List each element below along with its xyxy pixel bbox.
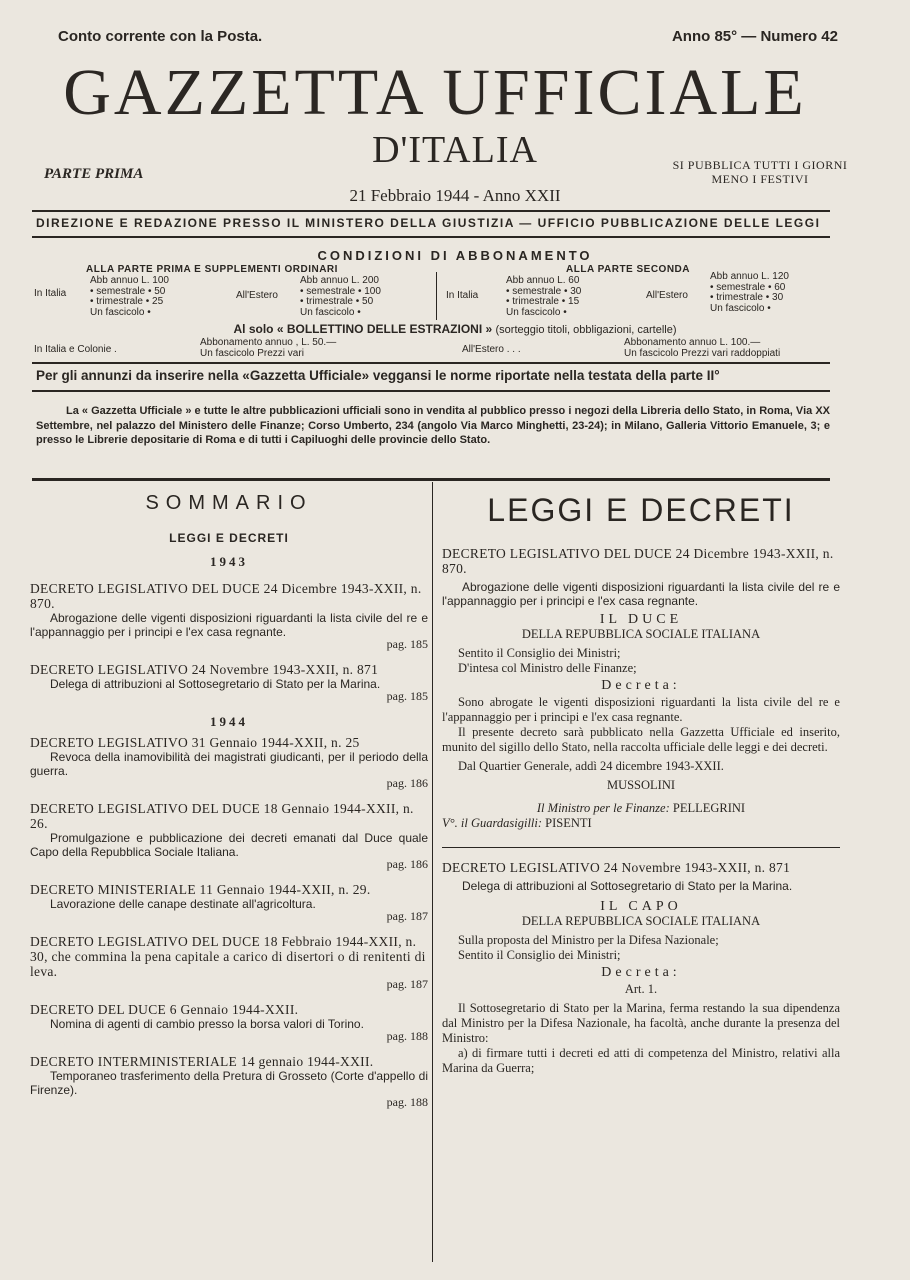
p2-italia-prices xyxy=(506,276,581,318)
decree-870-minister xyxy=(442,801,840,816)
decree-870-signature: MUSSOLINI xyxy=(606,778,676,792)
decree-separator xyxy=(442,847,840,848)
entry-title: DECRETO LEGISLATIVO DEL DUCE 18 Febbraio 1944-XXII, n. 30, che commina la pena capitale a carico di disertori o di renitenti di leva. xyxy=(30,934,426,979)
sommario-entry[interactable] xyxy=(30,662,428,704)
annunzi-notice: Per gli annunzi da inserire nella «Gazzetta Ufficiale» veggansi le norme riportate nella testata della parte II° xyxy=(36,368,720,383)
minister-name: PELLEGRINI xyxy=(672,801,746,815)
leggi-column xyxy=(442,492,840,1076)
minister-label: Il Ministro per le Finanze: xyxy=(536,801,670,815)
price-line: Abb annuo L. 100 xyxy=(90,275,169,286)
price-line: Un fascicolo • xyxy=(710,302,771,314)
redazione-line: DIREZIONE E REDAZIONE PRESSO IL MINISTERO DELLA GIUSTIZIA — UFFICIO PUBBLICAZIONE DELLE LEGGI xyxy=(36,216,821,230)
price-line: • trimestrale • 50 xyxy=(300,296,374,307)
price-line: • trimestrale • 30 xyxy=(710,292,784,303)
bollettino-estero-prices xyxy=(624,338,780,359)
decree-871-p4: a) di firmare tutti i decreti ed atti di competenza del Ministro, relativi alla Marina da Guerra; xyxy=(442,1046,840,1075)
price-line: Un fascicolo • xyxy=(300,306,361,318)
sommario-entry[interactable] xyxy=(30,735,428,791)
entry-desc: Promulgazione e pubblicazione dei decreti emanati dal Duce quale Capo della Repubblica Sociale Italiana. xyxy=(30,831,428,859)
bollettino-note: (sorteggio titoli, obbligazioni, cartelle) xyxy=(495,324,677,336)
parte-prima-heading: ALLA PARTE PRIMA E SUPPLEMENTI ORDINARI xyxy=(86,264,338,275)
rule-redazione xyxy=(32,236,830,238)
entry-desc: Revoca della inamovibilità dei magistrati giudicanti, per il periodo della guerra. xyxy=(30,750,428,778)
price-line: Un fascicolo • xyxy=(506,306,567,318)
masthead-title: GAZZETTA UFFICIALE xyxy=(63,56,807,129)
price-line: • trimestrale • 25 xyxy=(90,296,164,307)
issue-date: 21 Febbraio 1944 - Anno XXII xyxy=(349,186,561,205)
p2-estero-label: All'Estero xyxy=(646,290,688,301)
rule-annunzi-top xyxy=(32,362,830,364)
decree-871-title: DECRETO LEGISLATIVO 24 Novembre 1943-XXII, n. 871 xyxy=(442,860,791,875)
price-line: • trimestrale • 15 xyxy=(506,296,580,307)
parte-prima: PARTE PRIMA xyxy=(44,166,144,182)
decree-870-guardasigilli xyxy=(442,816,840,831)
decree-870-p4: Il presente decreto sarà pubblicato nella Gazzetta Ufficiale ed inserito, munito del sigillo dello Stato, nella raccolta ufficiale delle leggi e dei decreti. xyxy=(442,725,840,754)
price-line: Abbonamento annuo L. 100.— xyxy=(624,337,761,348)
sommario-entry[interactable] xyxy=(30,581,428,652)
decree-871-article: Art. 1. xyxy=(624,982,658,996)
sommario-entry[interactable] xyxy=(30,1054,428,1110)
rule-top xyxy=(32,210,830,212)
entry-desc: Lavorazione delle canape destinate all'agricoltura. xyxy=(50,897,316,911)
abbonamento-divider xyxy=(436,272,437,320)
decree-871-desc: Delega di attribuzioni al Sottosegretario di Stato per la Marina. xyxy=(462,879,793,893)
entry-title: DECRETO DEL DUCE 6 Gennaio 1944-XXII. xyxy=(30,1002,299,1017)
p2-italia-label: In Italia xyxy=(446,290,479,301)
entry-title: DECRETO INTERMINISTERIALE 14 gennaio 1944-XXII. xyxy=(30,1054,374,1069)
p1-estero-label: All'Estero xyxy=(236,290,278,301)
entry-title: DECRETO MINISTERIALE 11 Gennaio 1944-XXII, n. 29. xyxy=(30,882,371,897)
entry-desc: Nomina di agenti di cambio presso la borsa valori di Torino. xyxy=(50,1017,364,1031)
anno-numero: Anno 85° — Numero 42 xyxy=(671,28,838,45)
bollettino-italia-label: In Italia e Colonie . xyxy=(34,344,117,355)
decree-871-decreta: Decreta: xyxy=(601,965,681,980)
price-line: • semestrale • 60 xyxy=(710,281,786,293)
entry-page: pag. 185 xyxy=(386,637,428,651)
sommario-section: LEGGI E DECRETI xyxy=(169,531,289,545)
entry-page: pag. 187 xyxy=(386,977,428,991)
decree-871-p3: Il Sottosegretario di Stato per la Marina, ferma restando la sua dipendenza dal Ministro per la Difesa Nazionale, ha facoltà, anche durante la presenza del Ministro: xyxy=(442,1001,840,1045)
entry-title: DECRETO LEGISLATIVO DEL DUCE 24 Dicembre 1943-XXII, n. 870. xyxy=(30,581,422,611)
decree-871-authority: IL CAPO xyxy=(600,899,682,914)
entry-title: DECRETO LEGISLATIVO DEL DUCE 18 Gennaio 1944-XXII, n. 26. xyxy=(30,801,414,831)
entry-desc: Delega di attribuzioni al Sottosegretario di Stato per la Marina. xyxy=(50,677,381,691)
rule-annunzi-bottom xyxy=(32,390,830,392)
vendita-notice: La « Gazzetta Ufficiale » e tutte le altre pubblicazioni ufficiali sono in vendita al pubblico presso i negozi della Libreria dello Stato, in Roma, Via XX Settembre, nel palazzo del Ministero delle Finanze; Corso Umberto, 234 (angolo Via Marco Minghetti, 23-24); in Milano, Galleria Vittorio Emanuele, 3; e presso le Librerie depositarie di Roma e di tutti i Capiluoghi delle provincie dello Stato. xyxy=(36,405,830,446)
entry-page: pag. 188 xyxy=(386,1095,428,1109)
price-line: Abbonamento annuo , L. 50.— xyxy=(200,337,337,348)
price-line: • semestrale • 50 xyxy=(90,285,166,297)
bollettino-estero-label: All'Estero . . . xyxy=(462,344,521,355)
decree-871-p2: Sentito il Consiglio dei Ministri; xyxy=(458,948,621,962)
decree-870-p2: D'intesa col Ministro delle Finanze; xyxy=(458,661,637,675)
sommario-heading: SOMMARIO xyxy=(145,492,313,514)
price-line: Abb annuo L. 120 xyxy=(710,271,789,282)
sommario-entry[interactable] xyxy=(30,882,428,924)
guardasigilli-label: V°. il Guardasigilli: xyxy=(442,816,543,830)
entry-desc: Abrogazione delle vigenti disposizioni riguardanti la lista civile del re e l'appannaggio per i principi e l'ex casa regnante. xyxy=(30,611,428,639)
sommario-entry[interactable] xyxy=(30,934,428,992)
p2-estero-prices xyxy=(710,272,789,314)
entry-page: pag. 186 xyxy=(386,776,428,790)
abbonamento-title: CONDIZIONI DI ABBONAMENTO xyxy=(317,248,593,263)
decree-870-desc: Abrogazione delle vigenti disposizioni riguardanti la lista civile del re e l'appannaggio per i principi e l'ex casa regnante. xyxy=(442,580,840,608)
price-line: Un fascicolo • xyxy=(90,306,151,318)
conto-corrente: Conto corrente con la Posta. xyxy=(58,28,263,45)
pubdays-line-1: SI PUBBLICA TUTTI I GIORNI xyxy=(672,158,848,172)
decree-871-p1: Sulla proposta del Ministro per la Difesa Nazionale; xyxy=(458,933,719,947)
decree-870-decreta: Decreta: xyxy=(601,678,681,693)
decree-870-title: DECRETO LEGISLATIVO DEL DUCE 24 Dicembre 1943-XXII, n. 870. xyxy=(442,546,834,576)
p1-estero-prices xyxy=(300,276,381,318)
publication-days xyxy=(650,158,870,186)
decree-870-p3: Sono abrogate le vigenti disposizioni riguardanti la lista civile del re e l'appannaggio per i principi e l'ex casa regnante. xyxy=(442,695,840,724)
price-line: Abb annuo L. 60 xyxy=(506,275,580,286)
entry-page: pag. 187 xyxy=(386,909,428,923)
entry-page: pag. 188 xyxy=(386,1029,428,1043)
entry-desc: Temporaneo trasferimento della Pretura di Grosseto (Corte d'appello di Firenze). xyxy=(30,1069,428,1097)
entry-title: DECRETO LEGISLATIVO 24 Novembre 1943-XXII, n. 871 xyxy=(30,662,379,677)
entry-title: DECRETO LEGISLATIVO 31 Gennaio 1944-XXII, n. 25 xyxy=(30,735,360,750)
price-line: • semestrale • 100 xyxy=(300,285,381,297)
decree-870-authority: IL DUCE xyxy=(599,612,683,627)
sommario-entry[interactable] xyxy=(30,1002,428,1044)
pubdays-line-2: MENO I FESTIVI xyxy=(711,172,809,186)
p1-italia-label: In Italia xyxy=(34,288,67,299)
price-line: Un fascicolo Prezzi vari xyxy=(200,347,304,359)
price-line: Un fascicolo Prezzi vari raddoppiati xyxy=(624,347,781,359)
bollettino-line xyxy=(0,322,910,336)
entry-page: pag. 185 xyxy=(386,689,428,703)
entry-page: pag. 186 xyxy=(386,857,428,871)
masthead-subtitle: D'ITALIA xyxy=(372,129,538,171)
decree-870-p1: Sentito il Consiglio dei Ministri; xyxy=(458,646,621,660)
parte-seconda-heading: ALLA PARTE SECONDA xyxy=(566,264,690,275)
price-line: • semestrale • 30 xyxy=(506,285,582,297)
decree-870-p5: Dal Quartier Generale, addì 24 dicembre 1943-XXII. xyxy=(458,759,724,773)
decree-870-authority-2: DELLA REPUBBLICA SOCIALE ITALIANA xyxy=(521,627,761,641)
sommario-column xyxy=(30,492,428,1120)
bollettino-label: Al solo « BOLLETTINO DELLE ESTRAZIONI » xyxy=(233,322,493,336)
leggi-heading: LEGGI E DECRETI xyxy=(487,492,795,528)
year-1944: 1944 xyxy=(210,714,248,729)
year-1943: 1943 xyxy=(210,554,248,569)
bollettino-italia-prices xyxy=(200,338,336,359)
column-divider xyxy=(432,482,433,1262)
price-line: Abb annuo L. 200 xyxy=(300,275,379,286)
p1-italia-prices xyxy=(90,276,169,318)
sommario-entry[interactable] xyxy=(30,801,428,872)
guardasigilli-name: PISENTI xyxy=(545,816,592,830)
rule-columns xyxy=(32,478,830,481)
decree-871-authority-2: DELLA REPUBBLICA SOCIALE ITALIANA xyxy=(521,914,761,928)
